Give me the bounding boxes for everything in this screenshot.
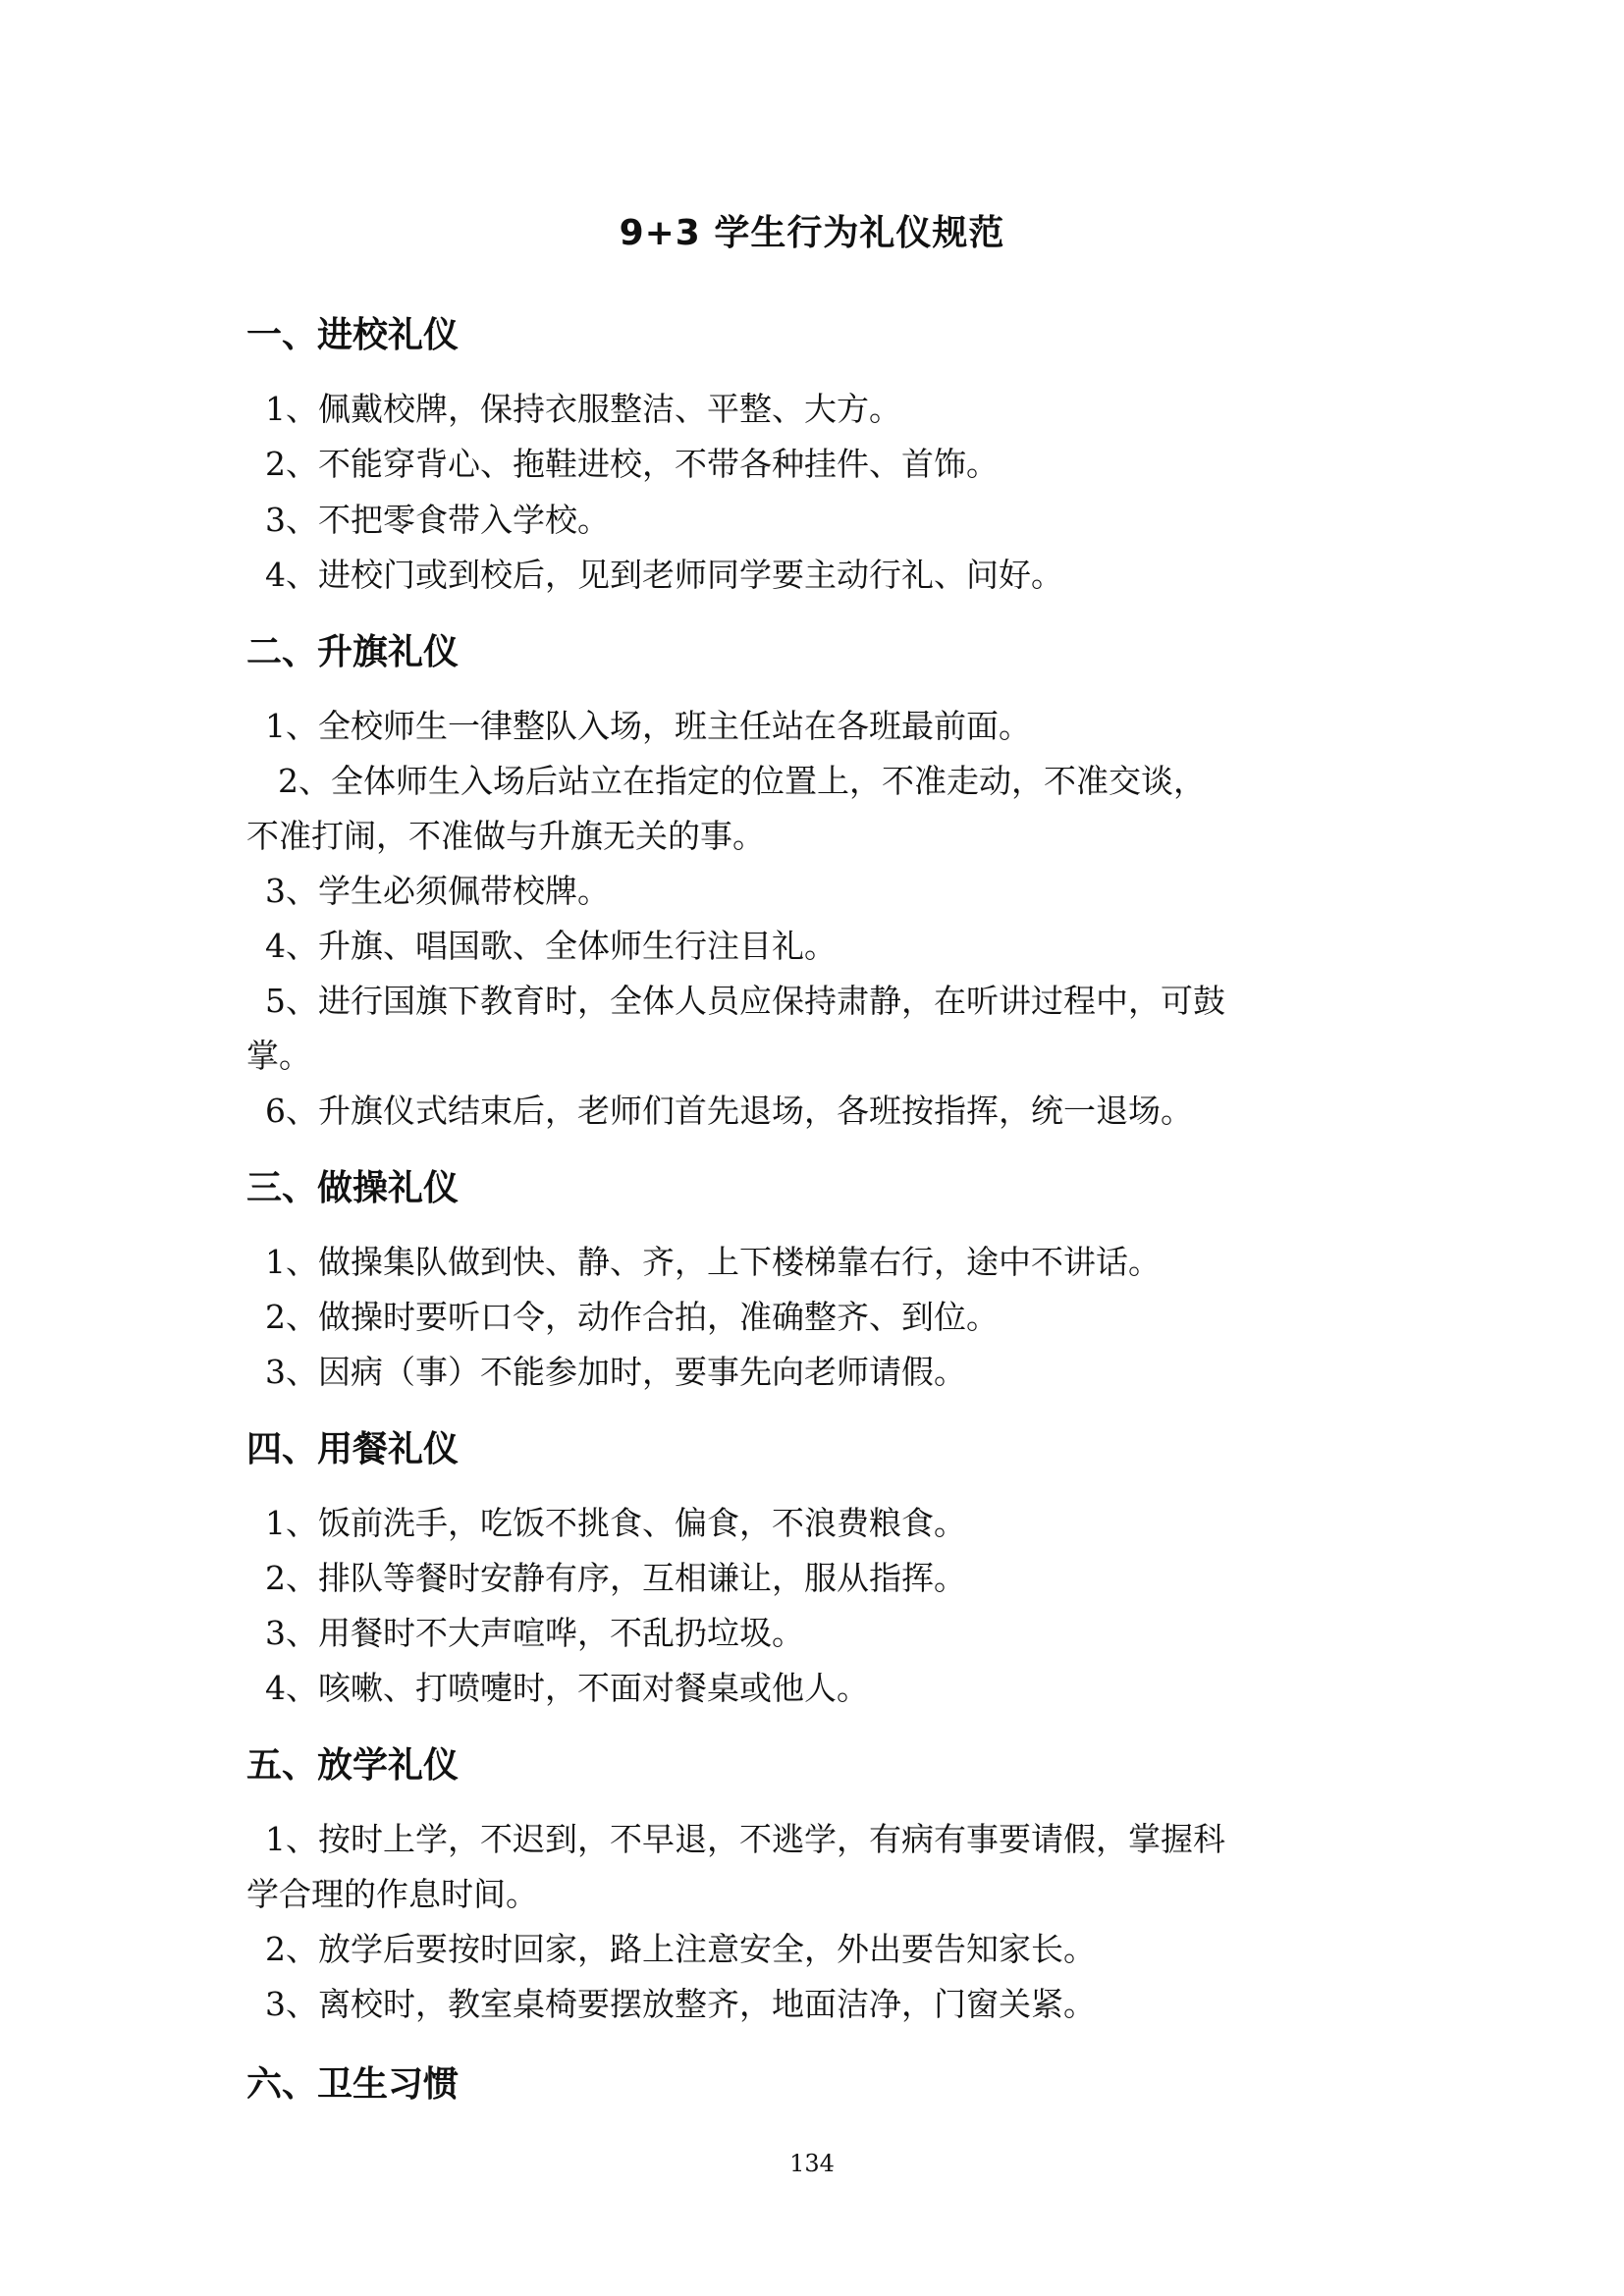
- rule-line: 5、进行国旗下教育时，全体人员应保持肃静，在听讲过程中，可鼓: [265, 982, 1225, 1020]
- rule-line: 1、做操集队做到快、静、齐，上下楼梯靠右行，途中不讲话。: [265, 1243, 1161, 1281]
- rule-line: 3、用餐时不大声喧哗，不乱扔垃圾。: [265, 1614, 804, 1652]
- rule-line-continuation: 学合理的作息时间。: [246, 1875, 538, 1913]
- page-title: 9+3 学生行为礼仪规范: [619, 213, 1005, 253]
- page-number: 134: [789, 2150, 835, 2177]
- rule-line: 3、离校时，教室桌椅要摆放整齐，地面洁净，门窗关紧。: [265, 1985, 1096, 2023]
- rule-line: 2、放学后要按时回家，路上注意安全，外出要告知家长。: [265, 1930, 1096, 1968]
- rule-line: 2、全体师生入场后站立在指定的位置上，不准走动，不准交谈，: [278, 762, 1206, 800]
- rule-line: 1、饭前洗手，吃饭不挑食、偏食，不浪费粮食。: [265, 1504, 966, 1542]
- section-heading-dining: 四、用餐礼仪: [246, 1429, 460, 1469]
- rule-line-continuation: 掌。: [246, 1037, 311, 1075]
- rule-line: 3、不把零食带入学校。: [265, 501, 610, 539]
- rule-line: 4、进校门或到校后，见到老师同学要主动行礼、问好。: [265, 556, 1063, 594]
- rule-line: 6、升旗仪式结束后，老师们首先退场，各班按指挥，统一退场。: [265, 1092, 1193, 1130]
- rule-line: 1、按时上学，不迟到，不早退，不逃学，有病有事要请假，掌握科: [265, 1820, 1225, 1858]
- section-heading-flag-raising: 二、升旗礼仪: [246, 632, 460, 672]
- rule-line: 3、因病（事）不能参加时，要事先向老师请假。: [265, 1353, 966, 1391]
- section-heading-exercise: 三、做操礼仪: [246, 1168, 460, 1208]
- rule-line: 2、做操时要听口令，动作合拍，准确整齐、到位。: [265, 1298, 999, 1336]
- rule-line-continuation: 不准打闹，不准做与升旗无关的事。: [246, 817, 765, 855]
- rule-line: 3、学生必须佩带校牌。: [265, 872, 610, 910]
- section-heading-hygiene: 六、卫生习惯: [246, 2064, 460, 2105]
- rule-line: 2、排队等餐时安静有序，互相谦让，服从指挥。: [265, 1559, 966, 1597]
- rule-line: 2、不能穿背心、拖鞋进校，不带各种挂件、首饰。: [265, 445, 999, 483]
- rule-line: 1、全校师生一律整队入场，班主任站在各班最前面。: [265, 707, 1031, 745]
- section-heading-leaving-school: 五、放学礼仪: [246, 1745, 460, 1786]
- rule-line: 4、咳嗽、打喷嚏时，不面对餐桌或他人。: [265, 1669, 869, 1707]
- rule-line: 1、佩戴校牌，保持衣服整洁、平整、大方。: [265, 390, 901, 428]
- rule-line: 4、升旗、唱国歌、全体师生行注目礼。: [265, 927, 837, 965]
- section-heading-entering-school: 一、进校礼仪: [246, 315, 460, 355]
